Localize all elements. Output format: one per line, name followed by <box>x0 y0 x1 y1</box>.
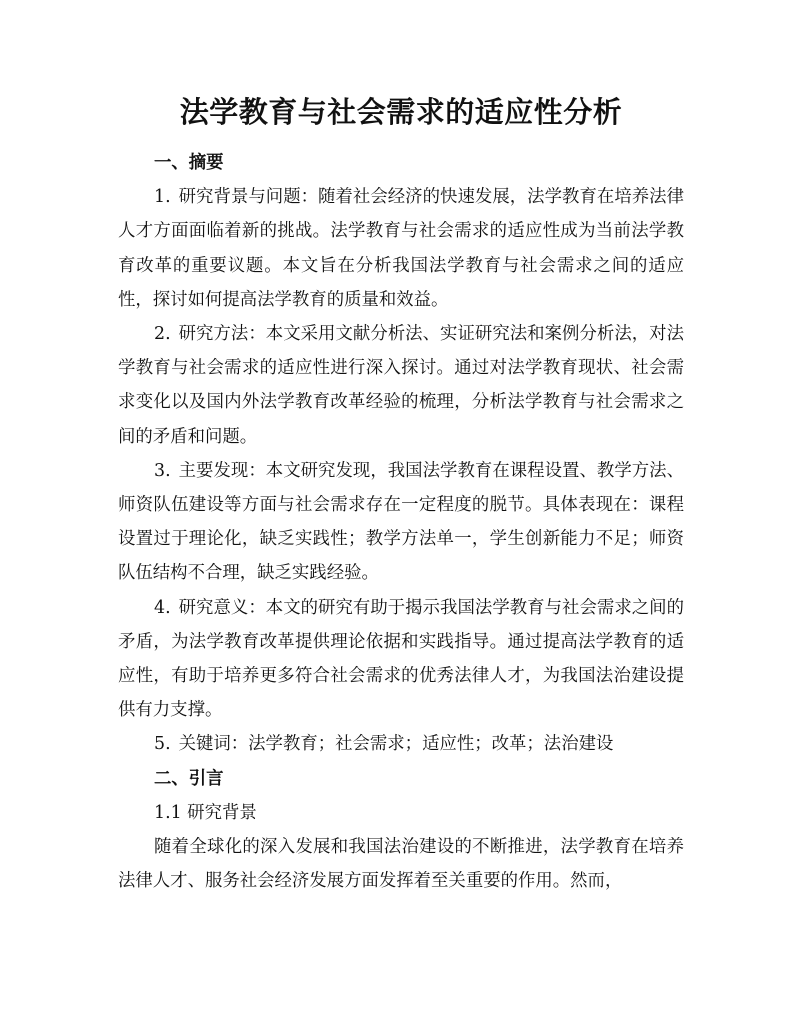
keywords-text: 关键词：法学教育；社会需求；适应性；改革；法治建设 <box>178 734 614 755</box>
abstract-item-number: 4. <box>154 597 171 618</box>
abstract-item-text: 研究方法：本文采用文献分析法、实证研究法和案例分析法，对法学教育与社会需求的适应性进行深入探讨。通过对法学教育现状、社会需求变化以及国内外法学教育改革经验的梳理，分析法学教育与社会需求之间的矛盾和问题。 <box>118 324 684 447</box>
section-heading-abstract: 一、摘要 <box>154 153 224 173</box>
abstract-item-number: 1. <box>154 187 171 208</box>
abstract-item-text: 研究背景与问题：随着社会经济的快速发展，法学教育在培养法律人才方面面临着新的挑战。法学教育与社会需求的适应性成为当前法学教育改革的重要议题。本文旨在分析我国法学教育与社会需求之间的适应性，探讨如何提高法学教育的质量和效益。 <box>118 187 684 310</box>
abstract-item <box>118 180 684 317</box>
abstract-item-number: 5. <box>154 734 171 755</box>
intro-paragraph: 随着全球化的深入发展和我国法治建设的不断推进，法学教育在培养法律人才、服务社会经济发展方面发挥着至关重要的作用。然而， <box>118 837 684 892</box>
abstract-item-number: 2. <box>154 324 171 345</box>
abstract-item-number: 3. <box>154 460 171 481</box>
abstract-item <box>118 454 684 591</box>
document-title: 法学教育与社会需求的适应性分析 <box>179 95 623 129</box>
abstract-item-text: 研究意义：本文的研究有助于揭示我国法学教育与社会需求之间的矛盾，为法学教育改革提供理论依据和实践指导。通过提高法学教育的适应性，有助于培养更多符合社会需求的优秀法律人才，为我国法治建设提供有力支撑。 <box>118 597 684 721</box>
keywords-item <box>118 727 684 761</box>
abstract-item-text: 主要发现：本文研究发现，我国法学教育在课程设置、教学方法、师资队伍建设等方面与社会需求存在一定程度的脱节。具体表现在：课程设置过于理论化，缺乏实践性；教学方法单一，学生创新能力不足；师资队伍结构不合理，缺乏实践经验。 <box>118 460 684 584</box>
subsection-heading-background: 1.1 研究背景 <box>154 802 257 823</box>
document-body <box>118 146 684 898</box>
section-heading-introduction: 二、引言 <box>154 768 224 789</box>
abstract-item <box>118 317 684 454</box>
abstract-item <box>118 591 684 728</box>
